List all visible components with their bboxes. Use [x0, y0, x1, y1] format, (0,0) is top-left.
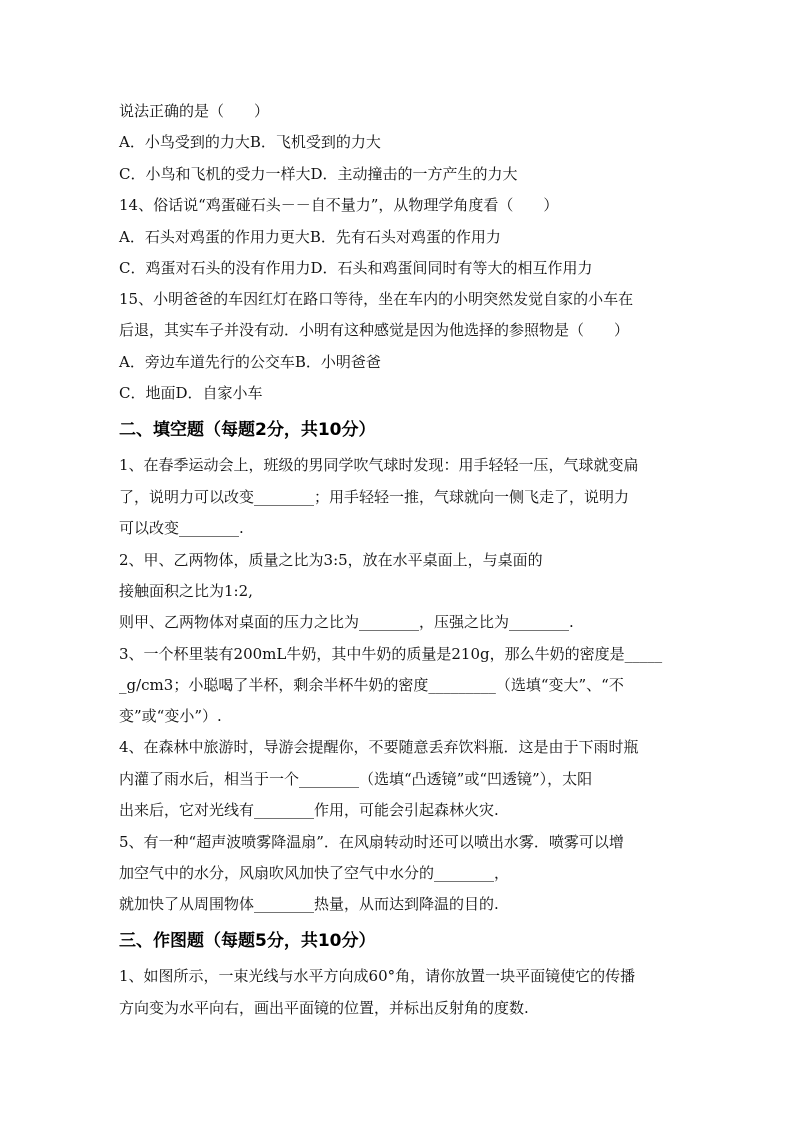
draw-q1-line2: 方向变为水平向右，画出平面镜的位置，并标出反射角的度数. [119, 999, 529, 1017]
fill-q2-line3: 则甲、乙两物体对桌面的压力之比为________，压强之比为________. [119, 613, 574, 631]
fill-q1-line2: 了，说明力可以改变________；用手轻轻一推，气球就向一侧飞走了，说明力 [119, 488, 630, 506]
fill-q4-line1: 4、在森林中旅游时，导游会提醒你，不要随意丢弃饮料瓶．这是由于下雨时瓶 [119, 738, 639, 756]
q15-options-ab: A．旁边车道先行的公交车B．小明爸爸 [119, 353, 381, 371]
q15-stem-line1: 15、小明爸爸的车因红灯在路口等待，坐在车内的小明突然发觉自家的小车在 [119, 290, 634, 308]
q14-options-ab: A．石头对鸡蛋的作用力更大B．先有石头对鸡蛋的作用力 [119, 228, 501, 246]
fill-q1-line3: 可以改变________. [119, 519, 244, 537]
q14-options-cd: C．鸡蛋对石头的没有作用力D．石头和鸡蛋间同时有等大的相互作用力 [119, 259, 593, 277]
fill-q5-line2: 加空气中的水分，风扇吹风加快了空气中水分的________， [119, 864, 510, 882]
fill-q3-line3: 变”或“变小”）. [119, 707, 222, 725]
draw-q1-line1: 1、如图所示，一束光线与水平方向成60°角，请你放置一块平面镜使它的传播 [119, 967, 636, 985]
fill-q3-line2: _g/cm3；小聪喝了半杯，剩余半杯牛奶的密度_________（选填“变大”、“不 [119, 676, 624, 694]
q13-options-ab: A．小鸟受到的力大B．飞机受到的力大 [119, 133, 381, 151]
q14-stem: 14、俗话说“鸡蛋碰石头－－自不量力”，从物理学角度看（ ） [119, 196, 559, 214]
section3-heading: 三、作图题（每题5分，共10分） [119, 931, 376, 951]
fill-q3-line1: 3、一个杯里装有200mL牛奶，其中牛奶的质量是210g，那么牛奶的密度是_____ [119, 645, 663, 663]
q13-tail: 说法正确的是（ ） [119, 102, 270, 120]
section2-heading: 二、填空题（每题2分，共10分） [119, 420, 376, 440]
fill-q4-line2: 内灌了雨水后，相当于一个________（选填“凸透镜”或“凹透镜”），太阳 [119, 770, 593, 788]
q15-options-cd: C．地面D．自家小车 [119, 384, 263, 402]
fill-q5-line1: 5、有一种“超声波喷雾降温扇”．在风扇转动时还可以喷出水雾．喷雾可以增 [119, 833, 624, 851]
q15-stem-line2: 后退，其实车子并没有动．小明有这种感觉是因为他选择的参照物是（ ） [119, 321, 630, 339]
fill-q2-line2: 接触面积之比为1:2, [119, 582, 253, 600]
fill-q1-line1: 1、在春季运动会上，班级的男同学吹气球时发现：用手轻轻一压，气球就变扁 [119, 456, 639, 474]
fill-q5-line3: 就加快了从周围物体________热量，从而达到降温的目的. [119, 895, 499, 913]
q13-options-cd: C．小鸟和飞机的受力一样大D．主动撞击的一方产生的力大 [119, 165, 518, 183]
fill-q4-line3: 出来后，它对光线有________作用，可能会引起森林火灾. [119, 801, 499, 819]
fill-q2-line1: 2、甲、乙两物体，质量之比为3:5，放在水平桌面上，与桌面的 [119, 551, 543, 569]
